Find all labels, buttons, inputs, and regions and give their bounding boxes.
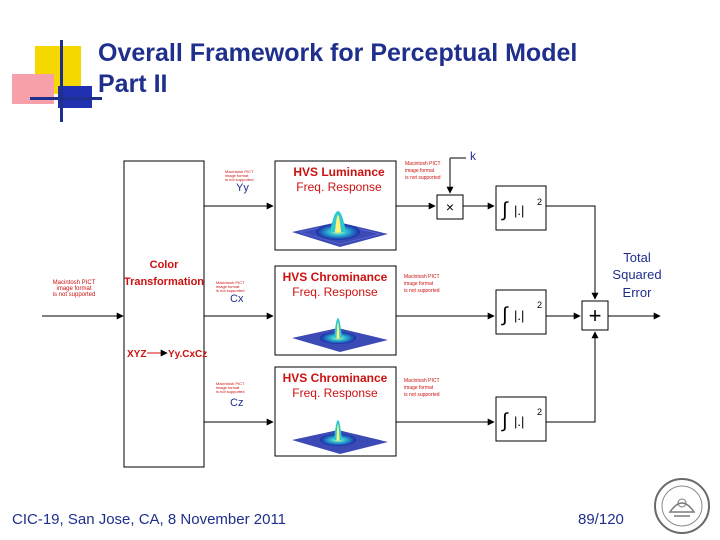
integral-exp-cz: 2 [537, 407, 543, 417]
luminance-label-2: Freq. Response [296, 180, 382, 194]
filter-notes [404, 161, 441, 398]
lum-note-3: is not supported [405, 175, 441, 181]
color-transformation-block [124, 161, 204, 467]
summation-symbol: + [588, 303, 602, 328]
cz-out-note-1: Macintosh PICT [404, 378, 440, 384]
title-line-1: Overall Framework for Perceptual Model [98, 39, 578, 67]
yy-note-1: Macintosh PICT [225, 169, 254, 174]
luminance-label-1: HVS Luminance [293, 165, 385, 179]
integral-exp-yy: 2 [537, 197, 543, 207]
cx-note-2: image format [216, 284, 240, 289]
footer-conference: CIC-19, San Jose, CA, 8 November 2011 [12, 511, 287, 528]
yy-to-sum-line [546, 206, 595, 299]
input-note-3: is not supported [52, 292, 96, 298]
integral-body-cz: |.| [514, 414, 525, 429]
input-note-2: image format [56, 286, 92, 292]
title-line-2: Part II [98, 70, 168, 98]
yy-note-2: image format [225, 173, 249, 178]
chrominance-x-label-2: Freq. Response [292, 285, 378, 299]
color-transform-label-1: Color [149, 259, 179, 271]
integral-symbol-cx: ∫ [502, 304, 508, 326]
cx-note-1: Macintosh PICT [216, 280, 245, 285]
integral-symbol-cz: ∫ [502, 410, 508, 432]
cz-note-3: is not supported [216, 389, 245, 394]
cz-out-note-3: is not supported [404, 392, 440, 398]
output-label-3: Error [622, 285, 652, 300]
output-label-2: Squared [612, 267, 662, 282]
footer-page-number: 89/120 [578, 511, 624, 528]
channel-label-yy: Yy [236, 182, 249, 194]
cz-out-note-2: image format [404, 385, 434, 391]
integrator-cx [496, 290, 546, 334]
integral-symbol-yy: ∫ [502, 199, 508, 221]
channel-label-cx: Cx [230, 293, 244, 305]
conversion-target: Yy.CxCz [168, 349, 208, 360]
cz-to-sum-line [546, 332, 595, 422]
yy-note-3: is not supported [225, 177, 254, 182]
channel-label-cz: Cz [230, 397, 244, 409]
multiplier-symbol: × [445, 199, 455, 215]
lum-note-2: image format [405, 168, 435, 174]
chrominance-x-label-1: HVS Chrominance [282, 270, 388, 284]
integral-exp-cx: 2 [537, 300, 543, 310]
cx-out-note-2: image format [404, 281, 434, 287]
integrator-cz [496, 397, 546, 441]
output-label-1: Total [623, 250, 651, 265]
color-transform-label-2: Transformation [123, 276, 205, 288]
integral-body-cx: |.| [514, 308, 525, 323]
integral-body-yy: |.| [514, 203, 525, 218]
channel-notes [216, 169, 254, 394]
chrominance-z-label-1: HVS Chrominance [282, 371, 388, 385]
cx-out-note-1: Macintosh PICT [404, 274, 440, 280]
cx-note-3: is not supported [216, 288, 245, 293]
gain-k-label: k [470, 149, 476, 163]
university-seal-logo [652, 476, 712, 536]
chrominance-z-label-2: Freq. Response [292, 386, 378, 400]
conversion-source: XYZ [127, 349, 147, 360]
input-note-1: Macintosh PICT [52, 280, 96, 286]
lum-note-1: Macintosh PICT [405, 161, 441, 167]
integrator-yy [496, 186, 546, 230]
cz-note-1: Macintosh PICT [216, 381, 245, 386]
cz-note-2: image format [216, 385, 240, 390]
cx-out-note-3: is not supported [404, 288, 440, 294]
